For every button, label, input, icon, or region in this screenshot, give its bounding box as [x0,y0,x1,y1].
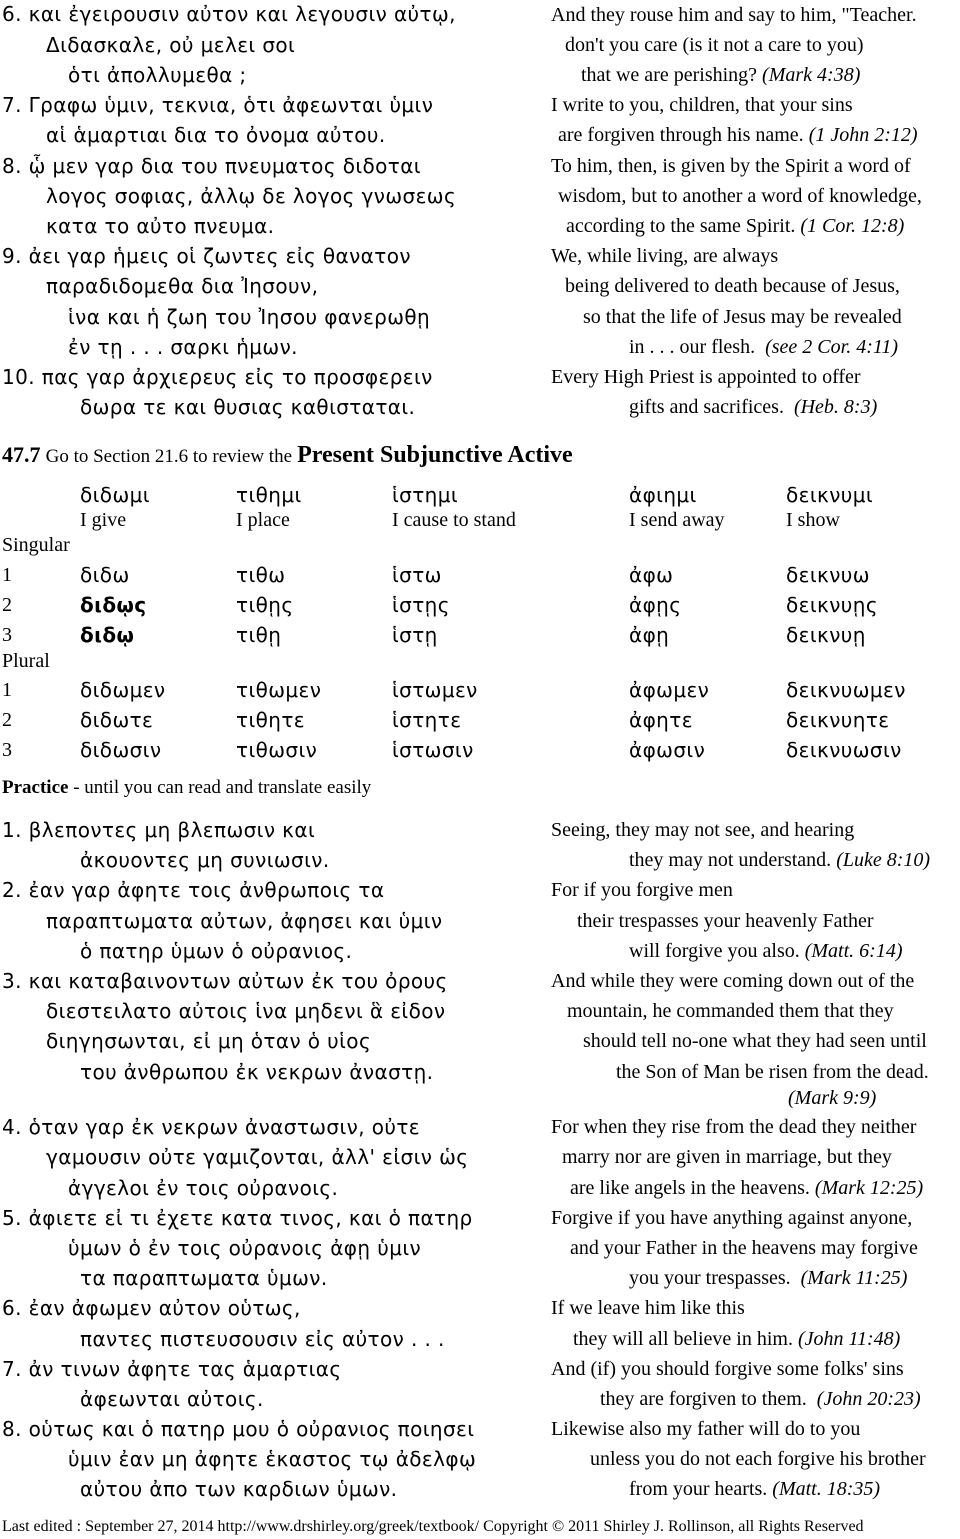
greek-line: 3. και καταβαινοντων αὐτων ἐκ του ὀρους [2,969,448,993]
english-line: And (if) you should forgive some folks' sins [551,1358,904,1380]
greek-line: του ἀνθρωπου ἐκ νεκρων ἀναστῃ. [80,1060,434,1084]
english-text: from your hearts. [629,1478,768,1500]
verb-header: δεικνυμι [786,483,874,507]
greek-line: 9. ἀει γαρ ἡμεις οἱ ζωντες εἰς θανατον [2,244,411,268]
greek-line: ἱνα και ἡ ζωη του Ἰησου φανερωθῃ [68,305,431,329]
english-line: Every High Priest is appointed to offer [551,366,861,388]
scripture-reference: (Matt. 18:35) [772,1478,881,1500]
english-text: they will all believe in him. [573,1328,793,1350]
section-instruction: Go to Section 21.6 to review the [45,446,293,467]
section-number: 47.7 [2,442,41,467]
english-line [629,850,930,870]
greek-line: παντες πιστευσουσιν εἰς αὐτον . . . [80,1327,445,1351]
scripture-reference: (1 Cor. 12:8) [800,215,905,237]
page-footer: Last edited : September 27, 2014 http://www.drshirley.org/greek/textbook/ Copyright © 2011 Shirley J. Rollinson, all Rights Reserved [2,1518,864,1535]
english-text: gifts and sacrifices. [629,396,784,418]
greek-line: 10. πας γαρ ἀρχιερευς εἰς το προσφερειν [2,365,433,389]
english-line [570,1178,923,1198]
verb-form: διδω [80,563,130,587]
english-text: in . . . our flesh. [629,336,756,358]
english-text: are like angels in the heavens. [570,1177,810,1199]
greek-line: αἱ ἁμαρτιαι δια το ὀνομα αὐτου. [46,123,386,147]
english-text: they may not understand. [629,849,832,871]
scripture-reference: (Heb. 8:3) [793,396,878,418]
verb-form: τιθω [236,563,286,587]
english-line: their trespasses your heavenly Father [577,910,874,932]
verb-form: τιθῃ [236,623,282,647]
greek-line: γαμουσιν οὐτε γαμιζονται, ἀλλ' εἰσιν ὡς [46,1145,469,1169]
verb-form: διδωτε [80,708,154,732]
greek-line: λογος σοφιας, ἀλλῳ δε λογος γνωσεως [46,184,457,208]
english-line: wisdom, but to another a word of knowledge, [558,185,922,207]
scripture-reference: (Mark 9:9) [788,1087,877,1109]
scripture-reference: (see 2 Cor. 4:11) [765,336,899,358]
person-number: 3 [2,624,12,646]
verb-form: τιθῃς [236,593,294,617]
english-line [558,125,918,145]
person-number: 1 [2,564,12,586]
english-text: you your trespasses. [629,1267,791,1289]
english-line [581,65,860,85]
verb-form: δεικνυωμεν [786,678,906,702]
practice-label: Practice [2,777,69,798]
greek-line: 7. ἀν τινων ἀφητε τας ἁμαρτιας [2,1357,342,1381]
verb-form: διδωμεν [80,678,166,702]
verb-form: ἀφωσιν [629,738,706,762]
english-line: being delivered to death because of Jesus, [565,275,900,297]
greek-line: παραπτωματα αὐτων, ἀφησει και ὑμιν [46,909,443,933]
verb-form: ἀφωμεν [629,678,710,702]
verb-form: δεικνυω [786,563,870,587]
english-line: marry nor are given in marriage, but they [562,1146,892,1168]
greek-line: δωρα τε και θυσιας καθισταται. [80,395,416,419]
english-line: don't you care (is it not a care to you) [565,34,864,56]
english-line [629,1268,907,1288]
verb-form: διδῳ [80,623,135,647]
verb-meaning: I place [236,509,290,531]
greek-line: 7. Γραφω ὑμιν, τεκνια, ὁτι ἀφεωνται ὑμιν [2,93,434,117]
greek-line: ἀφεωνται αὐτοις. [80,1387,264,1411]
english-line [566,216,904,236]
verb-form: ἀφῃ [629,623,670,647]
verb-form: τιθωμεν [236,678,322,702]
english-line: and your Father in the heavens may forgive [570,1237,918,1259]
greek-line: 8. ᾧ μεν γαρ δια του πνευματος διδοται [2,154,421,178]
english-line: We, while living, are always [551,245,779,267]
english-line: For if you forgive men [551,879,733,901]
english-line: For when they rise from the dead they neither [551,1116,917,1138]
greek-line: ὑμιν ἐαν μη ἀφητε ἑκαστος τῳ ἀδελφῳ [68,1447,477,1471]
english-text: they are forgiven to them. [600,1388,807,1410]
greek-line: 4. ὁταν γαρ ἐκ νεκρων ἀναστωσιν, οὐτε [2,1115,420,1139]
greek-line: 1. βλεποντες μη βλεπωσιν και [2,818,316,842]
greek-line: 6. και ἐγειρουσιν αὐτον και λεγουσιν αὐτῳ, [2,2,456,26]
verb-header: ἀφιημι [629,483,697,507]
english-text: that we are perishing? [581,64,758,86]
english-line: Seeing, they may not see, and hearing [551,819,855,841]
english-text: according to the same Spirit. [566,215,796,237]
english-text: will forgive you also. [629,940,800,962]
scripture-reference: (Mark 4:38) [762,64,861,86]
greek-line: ὁτι ἀπολλυμεθα ; [68,63,247,87]
english-line: And while they were coming down out of the [551,970,915,992]
verb-form: ἱστητε [392,708,462,732]
greek-line: 5. ἀφιετε εἰ τι ἐχετε κατα τινος, και ὁ πατηρ [2,1206,473,1230]
verb-form: διδῳς [80,593,147,617]
verb-form: ἱστω [392,563,442,587]
greek-line: ἀκουοντες μη συνιωσιν. [80,848,330,872]
person-number: 3 [2,739,12,761]
scripture-reference: (Mark 11:25) [800,1267,908,1289]
verb-form: δεικνυητε [786,708,890,732]
scripture-reference: (Luke 8:10) [836,849,931,871]
verb-form: τιθητε [236,708,305,732]
verb-meaning: I show [786,509,840,531]
verb-form: ἱστωσιν [392,738,474,762]
section-heading [2,443,573,467]
verb-header: τιθημι [236,483,302,507]
greek-line: ὑμων ὁ ἐν τοις οὐρανοις ἀφῃ ὑμιν [68,1236,422,1260]
english-line [573,1329,900,1349]
person-number: 2 [2,594,12,616]
verb-form: ἀφω [629,563,674,587]
greek-line: αὐτου ἀπο των καρδιων ὑμων. [80,1477,398,1501]
verb-form: ἀφητε [629,708,693,732]
english-line [629,337,898,357]
verb-header: ἱστημι [392,483,459,507]
section-topic: Present Subjunctive Active [297,442,573,468]
greek-line: ὁ πατηρ ὑμων ὁ οὐρανιος. [80,939,353,963]
practice-instruction: - until you can read and translate easily [73,777,372,798]
english-line: And they rouse him and say to him, "Teacher. [551,4,917,26]
verb-form: δεικνυωσιν [786,738,902,762]
scripture-reference: (1 John 2:12) [808,124,918,146]
verb-meaning: I send away [629,509,725,531]
english-line: so that the life of Jesus may be revealed [583,306,902,328]
verb-form: διδωσιν [80,738,162,762]
person-number: 1 [2,679,12,701]
verb-form: ἱστωμεν [392,678,478,702]
verb-meaning: I give [80,509,127,531]
greek-line: διεστειλατο αὐτοις ἱνα μηδενι ἃ εἰδον [46,999,446,1023]
greek-line: 8. οὑτως και ὁ πατηρ μου ὁ οὐρανιος ποιησει [2,1417,475,1441]
scripture-reference: (Matt. 6:14) [804,940,903,962]
english-line [629,397,877,417]
greek-line: τα παραπτωματα ὑμων. [80,1266,328,1290]
verb-form: τιθωσιν [236,738,318,762]
verb-form: ἱστῃς [392,593,450,617]
english-line: To him, then, is given by the Spirit a word of [551,155,911,177]
verb-form: ἀφῃς [629,593,682,617]
scripture-reference: (John 20:23) [816,1388,921,1410]
english-line: Forgive if you have anything against anyone, [551,1207,913,1229]
greek-line: Διδασκαλε, οὐ μελει σοι [46,33,296,57]
greek-line: παραδιδομεθα δια Ἰησουν, [46,274,319,298]
verb-form: δεικνυῃς [786,593,878,617]
verb-header: διδωμι [80,483,150,507]
english-line: the Son of Man be risen from the dead. [616,1061,929,1083]
english-line: If we leave him like this [551,1297,745,1319]
practice-heading [2,778,371,797]
singular-label: Singular [2,534,70,556]
scripture-reference: (Mark 12:25) [814,1177,924,1199]
greek-line: 2. ἐαν γαρ ἀφητε τοις ἀνθρωποις τα [2,878,385,902]
english-line [629,1479,880,1499]
verb-meaning: I cause to stand [392,509,516,531]
greek-line: 6. ἐαν ἀφωμεν αὐτον οὑτως, [2,1296,301,1320]
greek-line: κατα το αὐτο πνευμα. [46,214,275,238]
person-number: 2 [2,709,12,731]
english-line: unless you do not each forgive his brother [590,1448,926,1470]
greek-line: ἀγγελοι ἐν τοις οὐρανοις. [68,1176,339,1200]
english-line [629,941,903,961]
verb-form: δεικνυῃ [786,623,866,647]
greek-line: ἐν τῃ . . . σαρκι ἡμων. [68,335,298,359]
english-line [600,1389,921,1409]
english-line: I write to you, children, that your sins [551,94,853,116]
english-line: mountain, he commanded them that they [567,1000,894,1022]
scripture-reference: (John 11:48) [797,1328,901,1350]
greek-line: διηγησωνται, εἰ μη ὁταν ὁ υἱος [46,1029,372,1053]
english-line: Likewise also my father will do to you [551,1418,861,1440]
english-text: are forgiven through his name. [558,124,804,146]
english-line: should tell no-one what they had seen until [583,1030,927,1052]
verb-form: ἱστῃ [392,623,438,647]
plural-label: Plural [2,650,50,672]
